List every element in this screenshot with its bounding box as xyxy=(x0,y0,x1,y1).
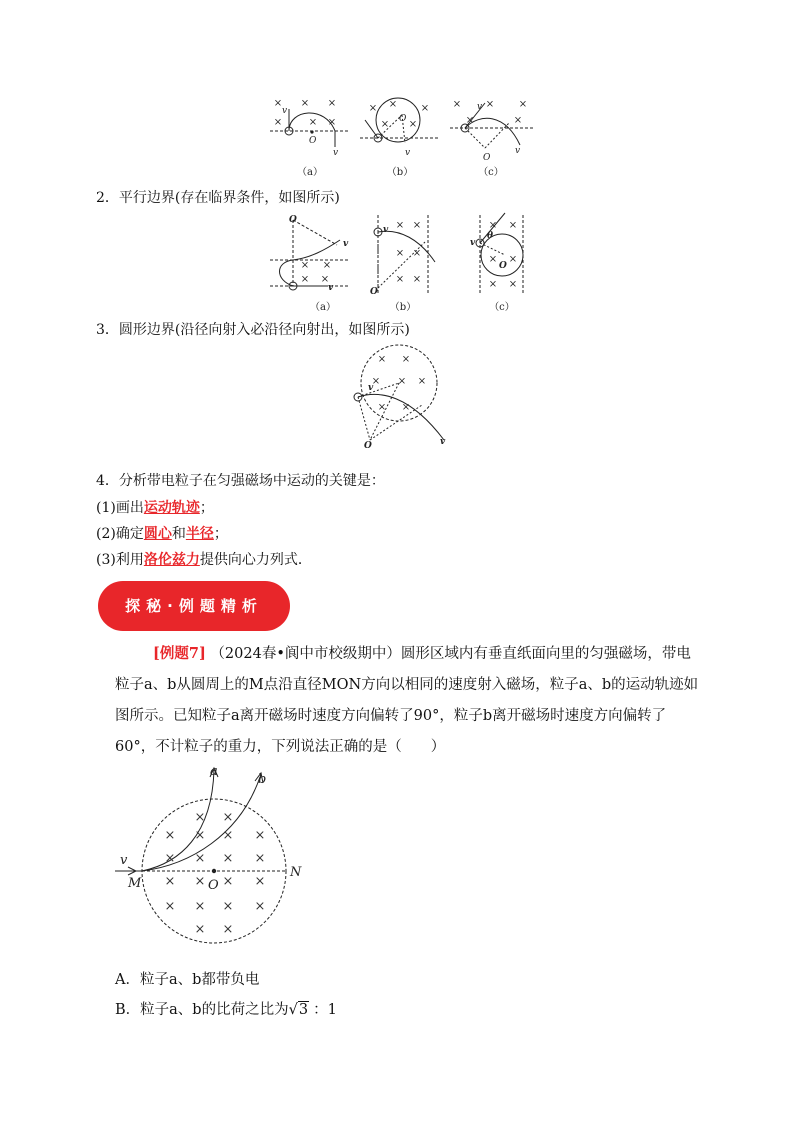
item-2-text: 2．平行边界(存在临界条件，如图所示) xyxy=(96,190,340,206)
svg-text:×: × xyxy=(395,248,405,259)
option-a: A．粒子a、b都带负电 xyxy=(115,972,260,988)
sqrt-symbol: √3 xyxy=(288,1002,309,1018)
point-3: (3)利用洛伦兹力提供向心力列式． xyxy=(96,552,312,568)
svg-text:×: × xyxy=(380,119,390,130)
svg-text:×: × xyxy=(222,851,234,866)
svg-text:×: × xyxy=(485,99,495,110)
theta-label: θ xyxy=(487,231,494,241)
svg-text:×: × xyxy=(308,117,318,128)
svg-text:×: × xyxy=(488,279,498,290)
svg-text:×: × xyxy=(194,922,206,937)
v-label: v xyxy=(343,239,349,249)
banner-label: 探秘·例题精析 xyxy=(125,597,263,615)
v-label: v xyxy=(383,225,389,235)
o-label: O xyxy=(399,114,407,124)
o-label: O xyxy=(499,261,507,271)
svg-text:×: × xyxy=(322,260,332,271)
svg-text:×: × xyxy=(222,899,234,914)
svg-text:×: × xyxy=(452,99,462,110)
svg-text:×: × xyxy=(508,220,518,231)
svg-text:×: × xyxy=(254,874,266,889)
v-label: v xyxy=(368,383,374,393)
svg-text:×: × xyxy=(395,220,405,231)
example-tag: [例题7] xyxy=(153,645,206,662)
svg-text:×: × xyxy=(518,99,528,110)
point-1: (1)画出运动轨迹； xyxy=(96,500,214,516)
svg-text:×: × xyxy=(327,98,337,109)
caption-a: （a） xyxy=(310,302,336,313)
svg-text:×: × xyxy=(377,354,387,365)
svg-text:×: × xyxy=(508,254,518,265)
caption-c: （c） xyxy=(489,302,515,313)
figure-circular-boundary xyxy=(340,340,460,450)
label-a: a xyxy=(210,765,218,779)
svg-text:×: × xyxy=(397,376,407,387)
option-b: B．粒子a、b的比荷之比为√3 ：1 xyxy=(115,1002,337,1018)
svg-text:×: × xyxy=(194,810,206,825)
v-label: v xyxy=(470,238,476,248)
svg-text:×: × xyxy=(194,851,206,866)
svg-text:×: × xyxy=(488,220,498,231)
label-n: N xyxy=(290,865,302,880)
svg-text:×: × xyxy=(327,117,337,128)
label-b: b xyxy=(258,772,267,787)
svg-text:×: × xyxy=(371,376,381,387)
svg-text:×: × xyxy=(222,874,234,889)
figure-single-boundary xyxy=(265,95,545,180)
svg-text:×: × xyxy=(254,899,266,914)
svg-text:×: × xyxy=(488,254,498,265)
svg-text:×: × xyxy=(395,274,405,285)
item-3-text: 3．圆形边界(沿径向射入必沿径向射出，如图所示) xyxy=(96,322,410,338)
v-label: v xyxy=(405,148,411,158)
o-label: O xyxy=(364,441,372,450)
label-v: v xyxy=(120,853,128,868)
example-paragraph xyxy=(115,638,705,763)
svg-text:×: × xyxy=(300,98,310,109)
point-2: (2)确定圆心和半径； xyxy=(96,526,228,542)
svg-text:×: × xyxy=(222,922,234,937)
keyword-center: 圆心 xyxy=(143,526,172,542)
section-banner xyxy=(98,581,290,631)
svg-text:×: × xyxy=(194,828,206,843)
caption-b: （b） xyxy=(389,302,417,313)
svg-text:×: × xyxy=(222,810,234,825)
v-label: v xyxy=(440,437,446,447)
svg-text:×: × xyxy=(300,274,310,285)
svg-text:×: × xyxy=(401,402,411,413)
svg-text:×: × xyxy=(300,260,310,271)
o-label: O xyxy=(289,215,297,225)
svg-text:×: × xyxy=(420,103,430,114)
svg-text:×: × xyxy=(254,828,266,843)
keyword-trajectory: 运动轨迹 xyxy=(143,500,200,516)
svg-text:×: × xyxy=(273,117,283,128)
svg-text:×: × xyxy=(513,115,523,126)
caption-c: （c） xyxy=(478,167,504,178)
o-label: O xyxy=(309,136,317,146)
o-label: O xyxy=(370,287,378,297)
svg-text:×: × xyxy=(412,220,422,231)
svg-text:×: × xyxy=(320,274,330,285)
svg-text:×: × xyxy=(194,899,206,914)
v-label: v xyxy=(477,102,483,112)
svg-text:×: × xyxy=(254,851,266,866)
svg-text:×: × xyxy=(194,874,206,889)
svg-text:×: × xyxy=(417,376,427,387)
svg-text:×: × xyxy=(465,115,475,126)
svg-text:×: × xyxy=(377,402,387,413)
keyword-lorentz-force: 洛伦兹力 xyxy=(143,552,200,568)
label-m: M xyxy=(128,876,142,891)
v-label: v xyxy=(282,106,288,116)
svg-text:×: × xyxy=(222,828,234,843)
o-label: O xyxy=(483,153,491,163)
svg-text:×: × xyxy=(412,274,422,285)
svg-text:×: × xyxy=(368,103,378,114)
svg-text:×: × xyxy=(164,851,176,866)
v-label: v xyxy=(328,283,334,293)
figure-example xyxy=(110,765,310,950)
svg-text:×: × xyxy=(408,119,418,130)
caption-a: （a） xyxy=(297,167,323,178)
svg-text:×: × xyxy=(164,828,176,843)
svg-text:×: × xyxy=(412,248,422,259)
caption-b: （b） xyxy=(386,167,414,178)
svg-text:×: × xyxy=(388,99,398,110)
item-4-text: 4．分析带电粒子在匀强磁场中运动的关键是： xyxy=(96,473,385,489)
v-label: v xyxy=(333,148,339,158)
svg-text:×: × xyxy=(508,279,518,290)
svg-text:×: × xyxy=(164,874,176,889)
figure-parallel-boundary xyxy=(265,210,545,315)
keyword-radius: 半径 xyxy=(185,526,214,542)
v-label: v xyxy=(515,146,521,156)
svg-text:×: × xyxy=(273,98,283,109)
example-body: （2024春•阆中市校级期中）圆形区域内有垂直纸面向里的匀强磁场，带电粒子a、b从圆周上的M点沿直径MON方向以相同的速度射入磁场，粒子a、b的运动轨迹如图所示。已知粒子a离开磁场时速度方向偏转了90°，粒子b离开磁场时速度方向偏转了60°，不计粒子的重力，下列说法正确的是（ ） xyxy=(115,646,699,755)
label-o: O xyxy=(208,878,219,893)
svg-text:×: × xyxy=(401,354,411,365)
svg-text:×: × xyxy=(164,899,176,914)
